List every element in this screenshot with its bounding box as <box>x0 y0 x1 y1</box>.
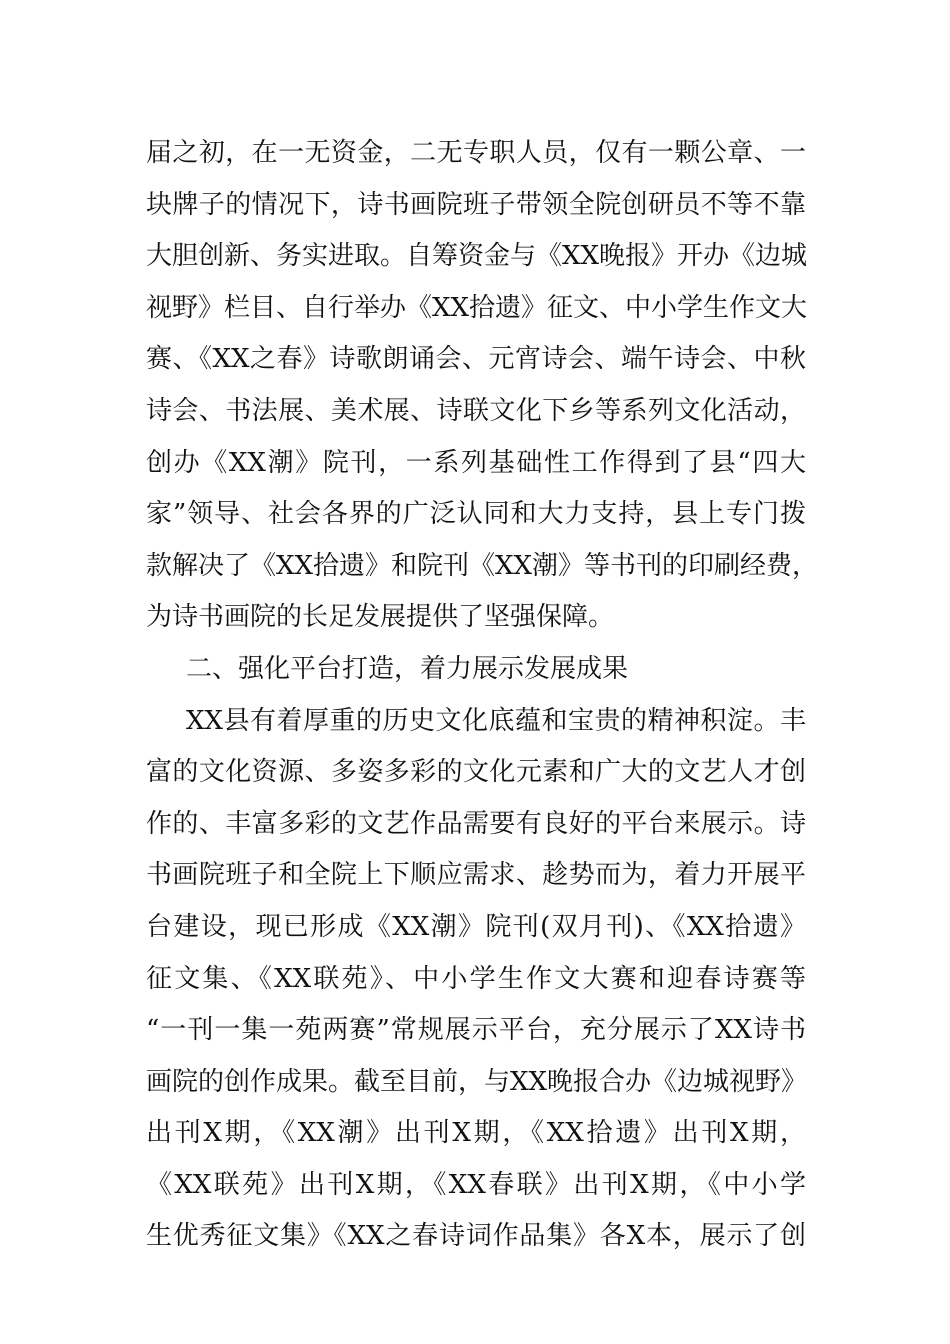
text-line: 款解决了《XX拾遗》和院刊《XX潮》等书刊的印刷经费， <box>146 550 819 581</box>
text-line: “一刊一集一苑两赛”常规展示平台，充分展示了XX诗书 <box>146 1015 806 1046</box>
text-line: 创办《XX潮》院刊，一系列基础性工作得到了县“四大 <box>146 447 806 478</box>
text-line: 届之初，在一无资金，二无专职人员，仅有一颗公章、一 <box>146 138 806 168</box>
text-line: 作的、丰富多彩的文艺作品需要有良好的平台来展示。诗 <box>146 808 806 839</box>
text-line: 画院的创作成果。截至目前，与XX晚报合办《边城视野》 <box>146 1066 808 1097</box>
text-line: 生优秀征文集》《XX之春诗词作品集》各X本，展示了创 <box>146 1221 806 1252</box>
text-line: 家”领导、社会各界的广泛认同和大力支持，县上专门拨 <box>146 499 806 530</box>
text-line: 大胆创新、务实进取。自筹资金与《XX晚报》开办《边城 <box>146 241 808 272</box>
text-line: 富的文化资源、多姿多彩的文化元素和广大的文艺人才创 <box>146 757 806 788</box>
text-line: 书画院班子和全院上下顺应需求、趁势而为，着力开展平 <box>146 860 806 891</box>
text-line: XX县有着厚重的历史文化底蕴和宝贵的精神积淀。丰 <box>186 705 806 736</box>
text-line: 视野》栏目、自行举办《XX拾遗》征文、中小学生作文大 <box>146 292 808 323</box>
text-line: 《XX联苑》出刊X期，《XX春联》出刊X期，《中小学 <box>146 1169 806 1200</box>
body-text <box>146 128 819 1263</box>
text-line: 赛、《XX之春》诗歌朗诵会、元宵诗会、端午诗会、中秋 <box>146 344 806 375</box>
text-line: 征文集、《XX联苑》、中小学生作文大赛和迎春诗赛等 <box>146 963 806 994</box>
text-line: 块牌子的情况下，诗书画院班子带领全院创研员不等不靠 <box>146 189 806 220</box>
text-line: 为诗书画院的长足发展提供了坚强保障。 <box>146 602 615 633</box>
text-line: 台建设，现已形成《XX潮》院刊(双月刊)、《XX拾遗》 <box>146 911 806 942</box>
text-line: 出刊X期，《XX潮》出刊X期，《XX拾遗》出刊X期， <box>146 1118 806 1149</box>
text-line: 二、强化平台打造，着力展示发展成果 <box>186 653 629 684</box>
text-line: 诗会、书法展、美术展、诗联文化下乡等系列文化活动， <box>146 395 806 426</box>
